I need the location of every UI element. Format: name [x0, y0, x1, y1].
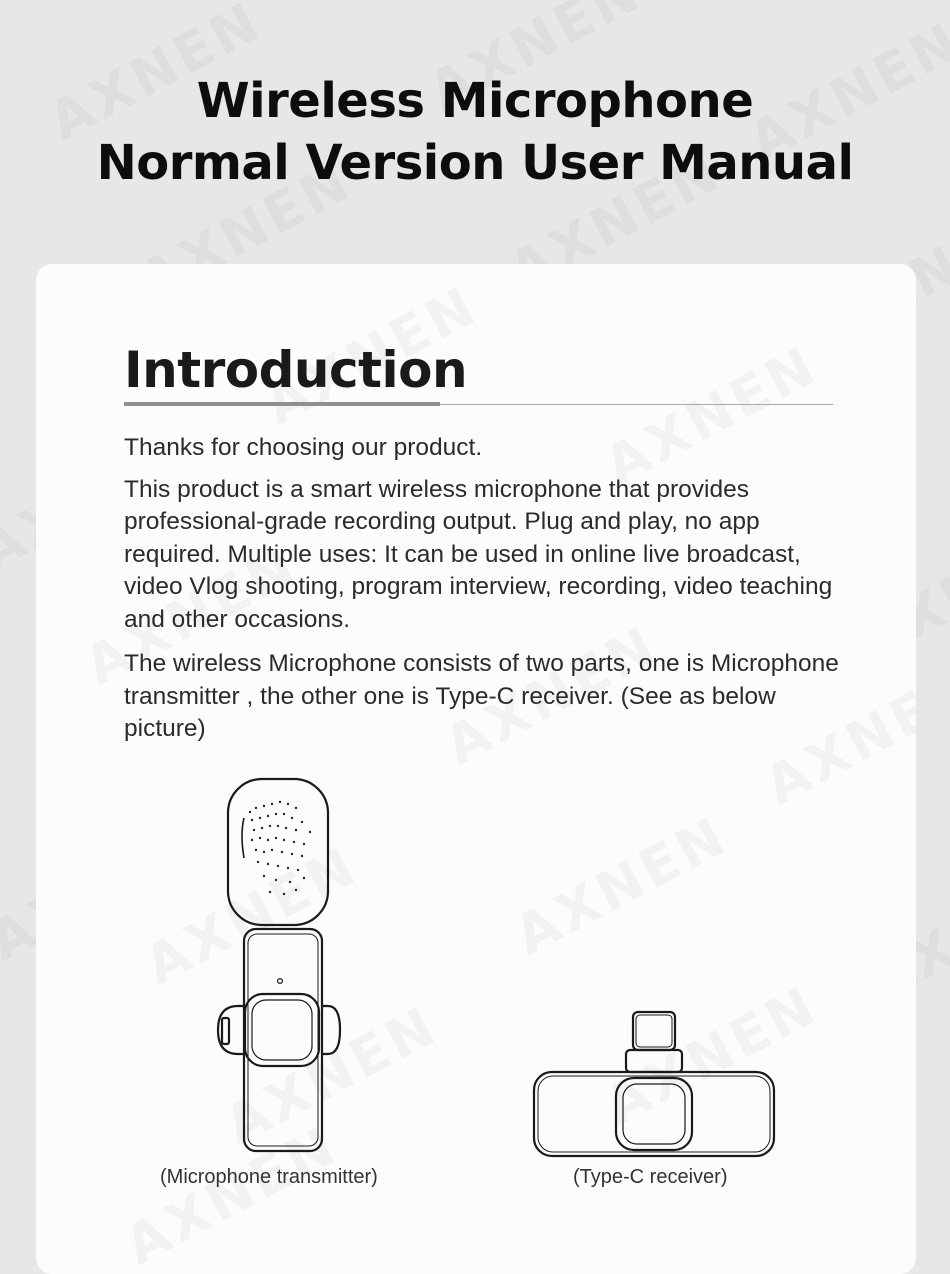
transmitter-caption: (Microphone transmitter)	[160, 1166, 378, 1188]
introduction-text	[124, 432, 844, 758]
paragraph: Thanks for choosing our product.	[124, 434, 483, 461]
heading-underline	[124, 402, 440, 406]
usb-c-plug	[633, 1012, 675, 1050]
document-title	[0, 70, 950, 194]
section-heading: Introduction	[124, 341, 468, 399]
type-c-receiver-illustration	[530, 1006, 780, 1164]
plug-neck	[626, 1050, 682, 1072]
indicator-led	[278, 979, 283, 984]
introduction-card	[36, 264, 916, 1274]
receiver-button	[616, 1078, 692, 1150]
mic-mesh-dots	[249, 801, 311, 895]
watermark	[505, 804, 738, 968]
title-line-2: Normal Version User Manual	[96, 135, 854, 191]
paragraph: The wireless Microphone consists of two parts, one is Microphone transmitter , the other one is Type-C receiver. (See as below picture)	[124, 650, 839, 742]
clip-right-wing	[322, 1006, 340, 1054]
paragraph: This product is a smart wireless microphone that provides professional-grade recording output. Plug and play, no app required. Multiple uses: It can be used in online live broadcast, video Vlog shooting, program interview, recording, video teaching and other occasions.	[124, 475, 833, 633]
transmitter-body	[244, 929, 322, 1151]
microphone-transmitter-illustration	[206, 774, 356, 1164]
receiver-caption: (Type-C receiver)	[573, 1166, 728, 1188]
title-line-1: Wireless Microphone	[196, 73, 754, 129]
